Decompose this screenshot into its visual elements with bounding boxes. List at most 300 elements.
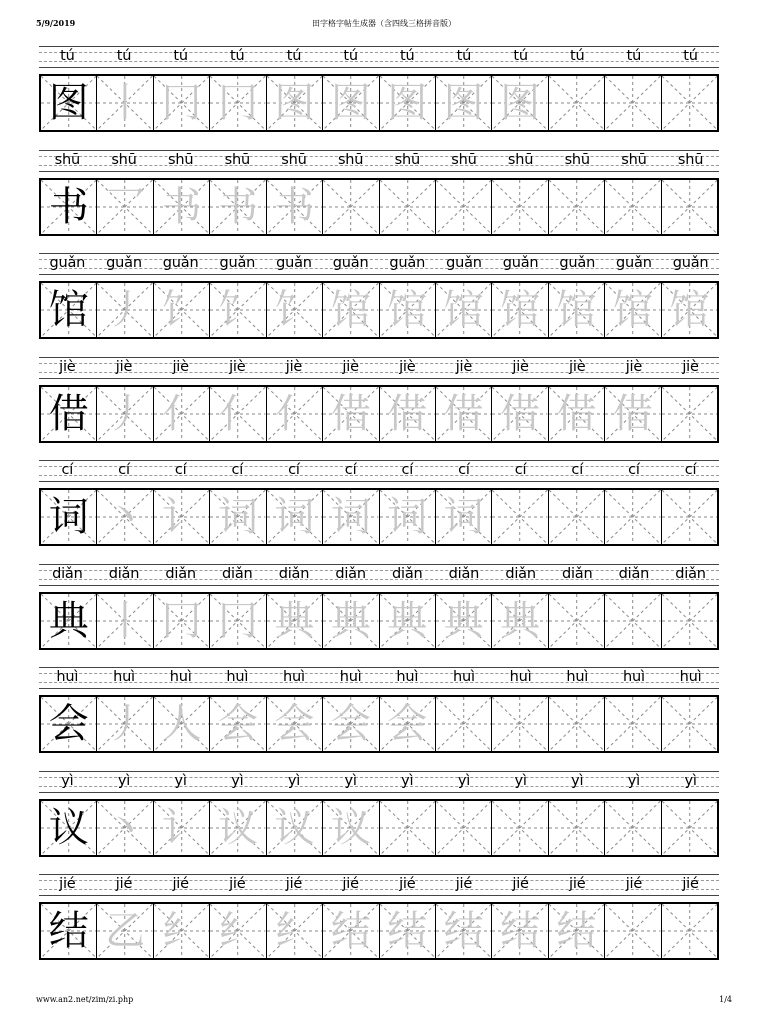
trace-cell <box>323 904 379 958</box>
trace-cell <box>436 801 492 855</box>
document-title: 田字格字帖生成器（含四线三格拼音版） <box>312 19 456 28</box>
pinyin-label: tú <box>230 48 245 64</box>
pinyin-lines <box>39 769 719 795</box>
pinyin-label: guǎn <box>502 255 539 271</box>
trace-cell <box>549 801 605 855</box>
trace-cell <box>267 594 323 648</box>
trace-cell <box>210 594 266 648</box>
trace-cell <box>605 387 661 441</box>
pinyin-label: yì <box>231 772 244 789</box>
model-character: 词 <box>48 494 89 540</box>
pinyin-label: huì <box>396 669 419 685</box>
trace-cell <box>97 697 153 751</box>
pinyin-label: diǎn <box>618 565 650 582</box>
trace-cell <box>662 490 717 544</box>
pinyin-label: yì <box>287 772 301 789</box>
cell-guide-lines <box>605 180 660 234</box>
trace-stroke: 借 <box>500 390 541 437</box>
trace-stroke: 议 <box>274 804 315 851</box>
pinyin-label: cí <box>458 462 470 478</box>
trace-cell <box>436 904 492 958</box>
cell-guide-lines <box>436 697 491 751</box>
trace-stroke: 结 <box>556 908 597 954</box>
pinyin-label: diǎn <box>335 565 366 582</box>
trace-stroke: 冂 <box>217 80 258 126</box>
trace-cell <box>436 594 492 648</box>
trace-stroke: 书 <box>217 183 258 230</box>
trace-cell <box>380 283 436 337</box>
trace-cell <box>436 76 492 130</box>
pinyin-label: yì <box>457 772 471 789</box>
trace-cell <box>323 180 379 234</box>
pinyin-lines <box>39 458 719 484</box>
cell-guide-lines <box>323 180 378 234</box>
trace-cell <box>380 904 436 958</box>
pinyin-label: shū <box>507 151 534 168</box>
trace-stroke: 馆 <box>330 287 371 333</box>
practice-row <box>39 769 719 853</box>
trace-stroke: 纟 <box>161 908 202 954</box>
pinyin-label: huì <box>169 669 192 685</box>
pinyin-label: jié <box>285 876 303 892</box>
model-character: 典 <box>48 597 89 644</box>
trace-cell <box>154 490 210 544</box>
pinyin-label: cí <box>571 462 584 478</box>
pinyin-label: diǎn <box>165 565 196 582</box>
pinyin-label: diǎn <box>108 565 140 582</box>
trace-stroke: 议 <box>330 804 371 851</box>
pinyin-label: shū <box>281 151 307 168</box>
trace-cell <box>605 283 661 337</box>
model-cell <box>41 180 97 234</box>
trace-cell <box>323 283 379 337</box>
model-cell <box>41 697 97 751</box>
trace-cell <box>436 180 492 234</box>
trace-cell <box>436 387 492 441</box>
model-character: 馆 <box>48 287 89 333</box>
pinyin-label: yì <box>684 772 697 789</box>
pinyin-label: cí <box>401 462 414 478</box>
trace-stroke: 冂 <box>217 597 258 644</box>
cell-guide-lines <box>605 904 660 958</box>
practice-row <box>39 872 719 956</box>
model-character: 结 <box>48 908 89 954</box>
print-date: 5/9/2019 <box>36 18 76 28</box>
trace-stroke: 借 <box>443 390 484 437</box>
pinyin-lines <box>39 562 719 588</box>
pinyin-label: shū <box>621 151 647 168</box>
trace-stroke: 词 <box>330 494 371 540</box>
pinyin-label: tú <box>116 48 132 64</box>
trace-cell <box>380 697 436 751</box>
model-character: 书 <box>48 183 89 230</box>
trace-stroke: 乛 <box>105 183 146 230</box>
trace-stroke: 书 <box>274 183 315 230</box>
trace-stroke: 亻 <box>217 390 258 437</box>
trace-cell <box>97 283 153 337</box>
model-cell <box>41 387 97 441</box>
pinyin-label: tú <box>60 48 75 64</box>
pinyin-label: diǎn <box>392 565 423 582</box>
trace-cell <box>662 283 717 337</box>
trace-stroke: 乙 <box>105 908 146 954</box>
trace-cell <box>210 387 266 441</box>
pinyin-label: cí <box>514 462 527 478</box>
trace-cell <box>436 697 492 751</box>
trace-cell <box>549 904 605 958</box>
pinyin-label: jiè <box>455 358 473 375</box>
trace-cell <box>154 76 210 130</box>
trace-cell <box>323 76 379 130</box>
pinyin-label: yì <box>344 772 357 789</box>
cell-guide-lines <box>662 387 717 441</box>
trace-stroke: 结 <box>500 908 541 954</box>
pinyin-label: yì <box>514 772 527 789</box>
pinyin-label: guǎn <box>332 255 369 271</box>
trace-cell <box>267 801 323 855</box>
trace-stroke: 饣 <box>274 287 315 333</box>
tianzige-grid <box>39 488 719 546</box>
trace-cell <box>549 594 605 648</box>
trace-cell <box>380 801 436 855</box>
model-character: 图 <box>48 80 89 126</box>
trace-stroke: 议 <box>217 804 258 851</box>
trace-stroke: 词 <box>387 494 428 540</box>
pinyin-label: jiè <box>682 358 699 375</box>
trace-stroke: 结 <box>443 908 484 954</box>
pinyin-label: jiè <box>512 358 529 375</box>
trace-stroke: 纟 <box>217 908 258 954</box>
tianzige-grid <box>39 178 719 236</box>
trace-cell <box>210 904 266 958</box>
model-character: 借 <box>48 390 89 437</box>
practice-row <box>39 665 719 749</box>
pinyin-label: huì <box>453 669 475 685</box>
pinyin-label: shū <box>337 151 364 168</box>
model-cell <box>41 801 97 855</box>
trace-cell <box>380 594 436 648</box>
pinyin-label: jié <box>59 876 76 892</box>
practice-row <box>39 148 719 232</box>
pinyin-label: tú <box>569 48 585 64</box>
trace-cell <box>549 697 605 751</box>
trace-stroke: 图 <box>330 80 371 126</box>
cell-guide-lines <box>605 801 660 855</box>
pinyin-label: guǎn <box>49 255 86 271</box>
model-cell <box>41 490 97 544</box>
trace-cell <box>97 904 153 958</box>
trace-stroke: 冂 <box>161 597 202 644</box>
trace-cell <box>492 801 548 855</box>
pinyin-label: guǎn <box>162 255 199 271</box>
pinyin-label: jiè <box>59 358 76 375</box>
trace-cell <box>662 387 717 441</box>
trace-cell <box>154 801 210 855</box>
cell-guide-lines <box>492 697 547 751</box>
pinyin-label: jiè <box>172 358 189 375</box>
trace-stroke: 馆 <box>443 287 484 333</box>
pinyin-label: diǎn <box>448 565 480 582</box>
pinyin-lines <box>39 251 719 277</box>
trace-stroke: 饣 <box>217 287 258 333</box>
pinyin-label: jié <box>625 876 643 892</box>
trace-stroke: 典 <box>500 597 541 644</box>
trace-cell <box>492 180 548 234</box>
model-cell <box>41 283 97 337</box>
trace-cell <box>605 697 661 751</box>
trace-stroke: 结 <box>387 908 428 954</box>
trace-stroke: 词 <box>217 494 258 540</box>
trace-cell <box>154 283 210 337</box>
trace-cell <box>662 594 717 648</box>
pinyin-label: jié <box>682 876 699 892</box>
trace-cell <box>267 697 323 751</box>
pinyin-label: guǎn <box>276 255 312 271</box>
pinyin-label: huì <box>283 669 305 685</box>
pinyin-label: cí <box>344 462 357 478</box>
trace-cell <box>492 697 548 751</box>
pinyin-label: cí <box>118 462 130 478</box>
trace-stroke: 借 <box>387 390 428 437</box>
pinyin-label: guǎn <box>672 255 709 271</box>
trace-stroke: 亻 <box>274 390 315 437</box>
pinyin-label: yì <box>571 772 584 789</box>
practice-row <box>39 355 719 439</box>
trace-cell <box>605 180 661 234</box>
pinyin-lines <box>39 355 719 381</box>
model-cell <box>41 76 97 130</box>
pinyin-label: jiè <box>229 358 246 375</box>
trace-stroke: 借 <box>330 390 371 437</box>
trace-stroke: 丨 <box>105 80 146 126</box>
trace-cell <box>662 904 717 958</box>
trace-stroke: 图 <box>443 80 484 126</box>
pinyin-label: jié <box>342 876 359 892</box>
trace-stroke: 馆 <box>387 287 428 333</box>
model-cell <box>41 904 97 958</box>
cell-guide-lines <box>549 594 604 648</box>
trace-cell <box>605 904 661 958</box>
trace-stroke: 典 <box>443 597 484 644</box>
trace-stroke: 丨 <box>105 597 146 644</box>
pinyin-label: diǎn <box>675 565 706 582</box>
pinyin-label: huì <box>622 669 645 685</box>
cell-guide-lines <box>662 801 717 855</box>
pinyin-label: jiè <box>285 358 303 375</box>
pinyin-lines <box>39 44 719 70</box>
pinyin-label: yì <box>117 772 131 789</box>
pinyin-label: shū <box>54 151 80 168</box>
practice-row <box>39 458 719 542</box>
trace-cell <box>154 387 210 441</box>
trace-stroke: 典 <box>387 597 428 644</box>
pinyin-label: jié <box>172 876 189 892</box>
cell-guide-lines <box>436 180 491 234</box>
trace-stroke: 词 <box>443 494 484 540</box>
trace-cell <box>549 76 605 130</box>
pinyin-label: jié <box>512 876 529 892</box>
cell-guide-lines <box>492 490 547 544</box>
pinyin-label: shū <box>224 151 250 168</box>
pinyin-label: diǎn <box>52 565 83 582</box>
trace-cell <box>97 76 153 130</box>
trace-cell <box>267 387 323 441</box>
trace-cell <box>492 283 548 337</box>
trace-cell <box>154 594 210 648</box>
trace-stroke: 馆 <box>612 287 653 333</box>
trace-cell <box>210 76 266 130</box>
pinyin-label: jié <box>569 876 586 892</box>
tianzige-grid <box>39 385 719 443</box>
trace-stroke: 借 <box>612 390 653 437</box>
trace-cell <box>605 801 661 855</box>
cell-guide-lines <box>380 180 435 234</box>
practice-row <box>39 562 719 646</box>
tianzige-grid <box>39 281 719 339</box>
pinyin-lines <box>39 665 719 691</box>
pinyin-label: cí <box>628 462 640 478</box>
pinyin-label: diǎn <box>278 565 310 582</box>
trace-stroke: 人 <box>161 701 202 747</box>
trace-cell <box>154 904 210 958</box>
cell-guide-lines <box>549 490 604 544</box>
cell-guide-lines <box>492 180 547 234</box>
cell-guide-lines <box>605 594 660 648</box>
cell-guide-lines <box>662 594 717 648</box>
trace-cell <box>380 490 436 544</box>
tianzige-grid <box>39 799 719 857</box>
cell-guide-lines <box>549 801 604 855</box>
pinyin-label: tú <box>400 48 415 64</box>
trace-cell <box>436 490 492 544</box>
pinyin-label: huì <box>339 669 362 685</box>
pinyin-label: jié <box>229 876 246 892</box>
trace-stroke: 会 <box>330 701 371 747</box>
pinyin-label: huì <box>113 669 135 685</box>
trace-cell <box>267 283 323 337</box>
trace-cell <box>210 697 266 751</box>
pinyin-label: jiè <box>625 358 643 375</box>
cell-guide-lines <box>492 801 547 855</box>
trace-stroke: 馆 <box>500 287 541 333</box>
pinyin-label: jiè <box>115 358 133 375</box>
cell-guide-lines <box>605 697 660 751</box>
trace-cell <box>662 76 717 130</box>
trace-cell <box>605 76 661 130</box>
trace-cell <box>492 594 548 648</box>
cell-guide-lines <box>662 697 717 751</box>
pinyin-label: yì <box>174 772 187 789</box>
cell-guide-lines <box>662 180 717 234</box>
trace-cell <box>323 594 379 648</box>
trace-stroke: 会 <box>217 701 258 747</box>
trace-cell <box>154 180 210 234</box>
trace-stroke: 图 <box>274 80 315 126</box>
model-character: 议 <box>48 804 89 851</box>
trace-stroke: 会 <box>387 701 428 747</box>
pinyin-label: guǎn <box>219 255 256 271</box>
pinyin-label: jiè <box>569 358 586 375</box>
pinyin-label: diǎn <box>561 565 593 582</box>
pinyin-label: shū <box>394 151 420 168</box>
cell-guide-lines <box>549 697 604 751</box>
trace-stroke: 冂 <box>161 80 202 126</box>
pinyin-label: shū <box>677 151 704 168</box>
trace-stroke: 馆 <box>556 287 597 333</box>
trace-stroke: 书 <box>161 183 202 230</box>
cell-guide-lines <box>380 801 435 855</box>
trace-cell <box>662 180 717 234</box>
pinyin-label: jié <box>455 876 473 892</box>
pinyin-label: guǎn <box>616 255 652 271</box>
pinyin-label: yì <box>61 772 74 789</box>
trace-cell <box>492 904 548 958</box>
pinyin-label: cí <box>684 462 697 478</box>
tianzige-grid <box>39 695 719 753</box>
trace-cell <box>549 180 605 234</box>
pinyin-label: guǎn <box>389 255 426 271</box>
pinyin-label: shū <box>564 151 590 168</box>
trace-stroke: 讠 <box>161 494 202 540</box>
pinyin-label: diǎn <box>505 565 536 582</box>
pinyin-label: tú <box>286 48 302 64</box>
trace-cell <box>154 697 210 751</box>
pinyin-label: tú <box>173 48 188 64</box>
cell-guide-lines <box>662 904 717 958</box>
pinyin-label: guǎn <box>106 255 142 271</box>
model-character: 会 <box>48 701 89 747</box>
trace-stroke: 亻 <box>161 390 202 437</box>
trace-cell <box>210 283 266 337</box>
trace-stroke: 丶 <box>105 804 146 851</box>
pinyin-label: guǎn <box>446 255 482 271</box>
pinyin-label: tú <box>456 48 472 64</box>
trace-cell <box>605 594 661 648</box>
trace-cell <box>492 387 548 441</box>
pinyin-label: yì <box>627 772 640 789</box>
model-cell <box>41 594 97 648</box>
trace-stroke: 丶 <box>105 494 146 540</box>
pinyin-label: huì <box>509 669 532 685</box>
cell-guide-lines <box>436 801 491 855</box>
trace-cell <box>323 387 379 441</box>
trace-stroke: 图 <box>500 80 541 126</box>
trace-cell <box>492 490 548 544</box>
trace-cell <box>267 904 323 958</box>
trace-cell <box>267 76 323 130</box>
trace-stroke: 结 <box>330 908 371 954</box>
trace-cell <box>492 76 548 130</box>
pinyin-label: jiè <box>399 358 416 375</box>
trace-cell <box>97 594 153 648</box>
cell-guide-lines <box>662 76 717 130</box>
source-url: www.an2.net/zim/zi.php <box>36 995 134 1004</box>
trace-cell <box>97 490 153 544</box>
trace-stroke: 丿 <box>105 701 146 747</box>
tianzige-grid <box>39 592 719 650</box>
trace-cell <box>210 490 266 544</box>
pinyin-label: shū <box>451 151 477 168</box>
pinyin-label: huì <box>566 669 589 685</box>
page-number: 1/4 <box>719 995 732 1004</box>
trace-cell <box>549 283 605 337</box>
pinyin-label: jiè <box>342 358 359 375</box>
practice-row <box>39 44 719 128</box>
pinyin-label: cí <box>231 462 244 478</box>
trace-stroke: 丿 <box>105 287 146 333</box>
trace-stroke: 会 <box>274 701 315 747</box>
cell-guide-lines <box>549 76 604 130</box>
